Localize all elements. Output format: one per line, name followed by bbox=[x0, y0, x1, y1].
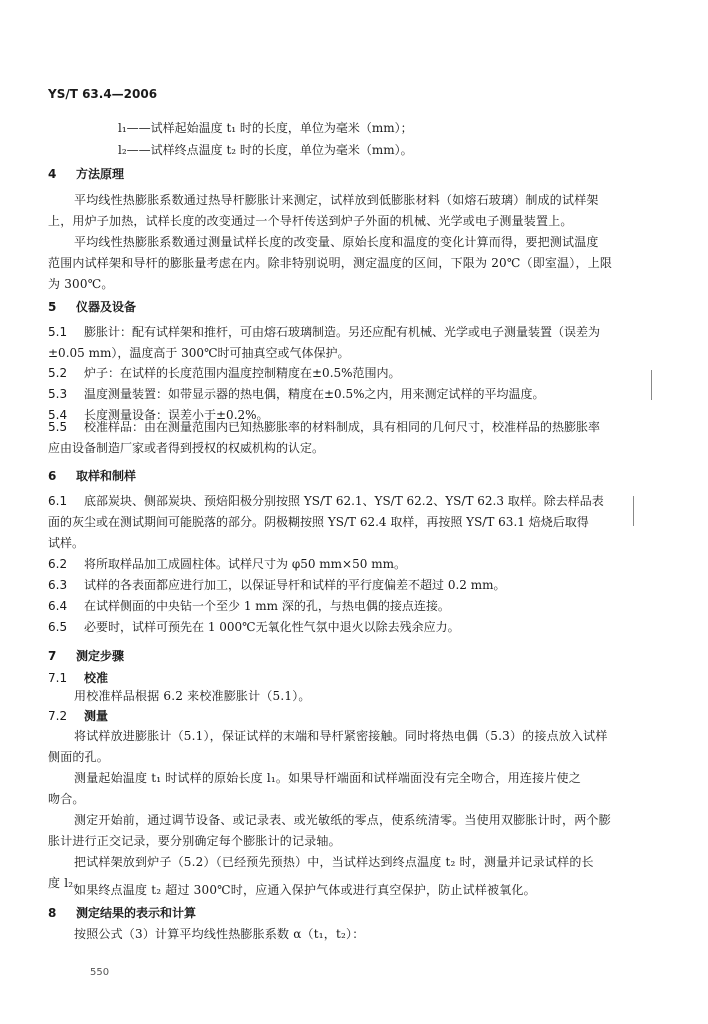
section-6-heading bbox=[48, 466, 136, 486]
subsection-title: 校准 bbox=[84, 671, 109, 685]
section-number: 8 bbox=[48, 906, 57, 920]
clause-number: 6.5 bbox=[48, 620, 68, 634]
revision-mark bbox=[633, 496, 634, 526]
section-title: 测定结果的表示和计算 bbox=[76, 906, 197, 920]
text-line: 底部炭块、侧部炭块、预焙阳极分别按照 YS/T 62.1、YS/T 62.2、YS/T 62.3 取样。除去样品表 bbox=[84, 494, 604, 508]
text-line: 长度测量设备：误差小于±0.2%。 bbox=[84, 408, 269, 422]
clause-number: 6.3 bbox=[48, 578, 68, 592]
clause-number: 5.2 bbox=[48, 366, 68, 380]
revision-mark bbox=[651, 370, 652, 400]
clause-5-3 bbox=[48, 384, 638, 405]
section-title: 取样和制样 bbox=[76, 469, 137, 483]
subsection-7-2-paragraph-3 bbox=[48, 810, 628, 852]
section-title: 仪器及设备 bbox=[76, 300, 137, 314]
text-line: 为 300℃。 bbox=[48, 277, 114, 291]
subsection-7-2-heading bbox=[48, 706, 108, 726]
text-line: 将试样放进膨胀计（5.1），保证试样的末端和导杆紧密接触。同时将热电偶（5.3）的接点放入试样 bbox=[74, 729, 608, 743]
text-line: 用校准样品根据 6.2 来校准膨胀计（5.1）。 bbox=[74, 689, 311, 703]
clause-number: 5.4 bbox=[48, 408, 68, 422]
subsection-7-2-paragraph-2 bbox=[48, 768, 628, 810]
text-line: 测量起始温度 t₁ 时试样的原始长度 l₁。如果导杆端面和试样端面没有完全吻合，用连接片使之 bbox=[74, 771, 581, 785]
section-title: 方法原理 bbox=[76, 167, 125, 181]
clause-6-1 bbox=[48, 491, 638, 554]
subsection-7-2-paragraph-5 bbox=[48, 880, 628, 901]
text-line: 炉子：在试样的长度范围内温度控制精度在±0.5%范围内。 bbox=[84, 366, 401, 380]
text-line: 温度测量装置：如带显示器的热电偶，精度在±0.5%之内，用来测定试样的平均温度。 bbox=[84, 387, 545, 401]
clause-number: 5.1 bbox=[48, 325, 68, 339]
clause-number: 5.5 bbox=[48, 420, 68, 434]
text-line: 胀计进行正交记录，要分别确定每个膨胀计的记录轴。 bbox=[48, 834, 341, 848]
text-line: 在试样侧面的中央钻一个至少 1 mm 深的孔，与热电偶的接点连接。 bbox=[84, 599, 450, 613]
text-line: 测定开始前，通过调节设备、或记录表、或光敏纸的零点，使系统清零。当使用双膨胀计时，两个膨 bbox=[74, 813, 611, 827]
subsection-7-1-heading bbox=[48, 668, 108, 688]
text-line: 必要时，试样可预先在 1 000℃无氧化性气氛中退火以除去残余应力。 bbox=[84, 620, 460, 634]
section-4-heading bbox=[48, 164, 124, 184]
section-title: 测定步骤 bbox=[76, 649, 125, 663]
clause-5-1 bbox=[48, 322, 638, 364]
section-number: 4 bbox=[48, 167, 57, 181]
clause-number: 7.2 bbox=[48, 709, 68, 723]
section-7-heading bbox=[48, 646, 124, 666]
text-line: 如果终点温度 t₂ 超过 300℃时，应通入保护气体或进行真空保护，防止试样被氧化。 bbox=[74, 883, 536, 897]
section-number: 6 bbox=[48, 469, 57, 483]
clause-6-3 bbox=[48, 575, 638, 596]
section-4-paragraph-2 bbox=[48, 232, 628, 295]
definition-l1: l₁——试样起始温度 t₁ 时的长度，单位为毫米（mm）； bbox=[118, 121, 413, 135]
clause-number: 6.1 bbox=[48, 494, 68, 508]
definition-l2: l₂——试样终点温度 t₂ 时的长度，单位为毫米（mm）。 bbox=[118, 143, 413, 157]
clause-5-2 bbox=[48, 363, 638, 384]
section-number: 7 bbox=[48, 649, 57, 663]
text-line: 按照公式（3）计算平均线性热膨胀系数 α（t₁，t₂）： bbox=[74, 927, 365, 941]
text-line: 范围内试样架和导杆的膨胀量考虑在内。除非特别说明，测定温度的区间，下限为 20℃（即室温），上限 bbox=[48, 256, 613, 270]
page-number: 550 bbox=[90, 967, 110, 978]
clause-number: 5.3 bbox=[48, 387, 68, 401]
text-line: 将所取样品加工成圆柱体。试样尺寸为 φ50 mm×50 mm。 bbox=[84, 557, 406, 571]
text-line: 膨胀计：配有试样架和推杆，可由熔石玻璃制造。另还应配有机械、光学或电子测量装置（误差为 bbox=[84, 325, 601, 339]
clause-number: 6.2 bbox=[48, 557, 68, 571]
subsection-title: 测量 bbox=[84, 709, 109, 723]
subsection-7-1-text bbox=[48, 686, 628, 707]
text-line: 应由设备制造厂家或者得到授权的权威机构的认定。 bbox=[48, 441, 325, 455]
text-line: 平均线性热膨胀系数通过测量试样长度的改变量、原始长度和温度的变化计算而得，要把测试温度 bbox=[74, 235, 599, 249]
clause-6-5 bbox=[48, 617, 638, 638]
section-4-paragraph-1 bbox=[48, 190, 628, 232]
text-line: 试样。 bbox=[48, 536, 85, 550]
section-8-text bbox=[48, 924, 628, 945]
clause-5-5 bbox=[48, 417, 638, 459]
section-8-heading bbox=[48, 903, 196, 923]
text-line: 平均线性热膨胀系数通过热导杆膨胀计来测定，试样放到低膨胀材料（如熔石玻璃）制成的试样架 bbox=[74, 193, 599, 207]
text-line: ±0.05 mm），温度高于 300℃时可抽真空或气体保护。 bbox=[48, 346, 350, 360]
text-line: 面的灰尘或在测试期间可能脱落的部分。阴极糊按照 YS/T 62.4 取样，再按照 YS/T 63.1 焙烧后取得 bbox=[48, 515, 589, 529]
clause-6-4 bbox=[48, 596, 638, 617]
text-line: 侧面的孔。 bbox=[48, 750, 110, 764]
section-5-heading bbox=[48, 297, 136, 317]
text-line: 上，用炉子加热，试样长度的改变通过一个导杆传送到炉子外面的机械、光学或电子测量装置上。 bbox=[48, 214, 573, 228]
clause-number: 7.1 bbox=[48, 671, 68, 685]
clause-6-2 bbox=[48, 554, 638, 575]
subsection-7-2-paragraph-1 bbox=[48, 726, 628, 768]
clause-number: 6.4 bbox=[48, 599, 68, 613]
text-line: 吻合。 bbox=[48, 792, 85, 806]
text-line: 把试样架放到炉子（5.2）（已经预先预热）中，当试样达到终点温度 t₂ 时，测量并记录试样的长 bbox=[74, 855, 594, 869]
text-line: 校准样品：由在测量范围内已知热膨胀率的材料制成，具有相同的几何尺寸，校准样品的热膨胀率 bbox=[84, 420, 601, 434]
document-code: YS/T 63.4—2006 bbox=[48, 87, 158, 101]
text-line: 度 l₂。 bbox=[48, 876, 86, 890]
text-line: 试样的各表面都应进行加工，以保证导杆和试样的平行度偏差不超过 0.2 mm。 bbox=[84, 578, 506, 592]
section-number: 5 bbox=[48, 300, 57, 314]
